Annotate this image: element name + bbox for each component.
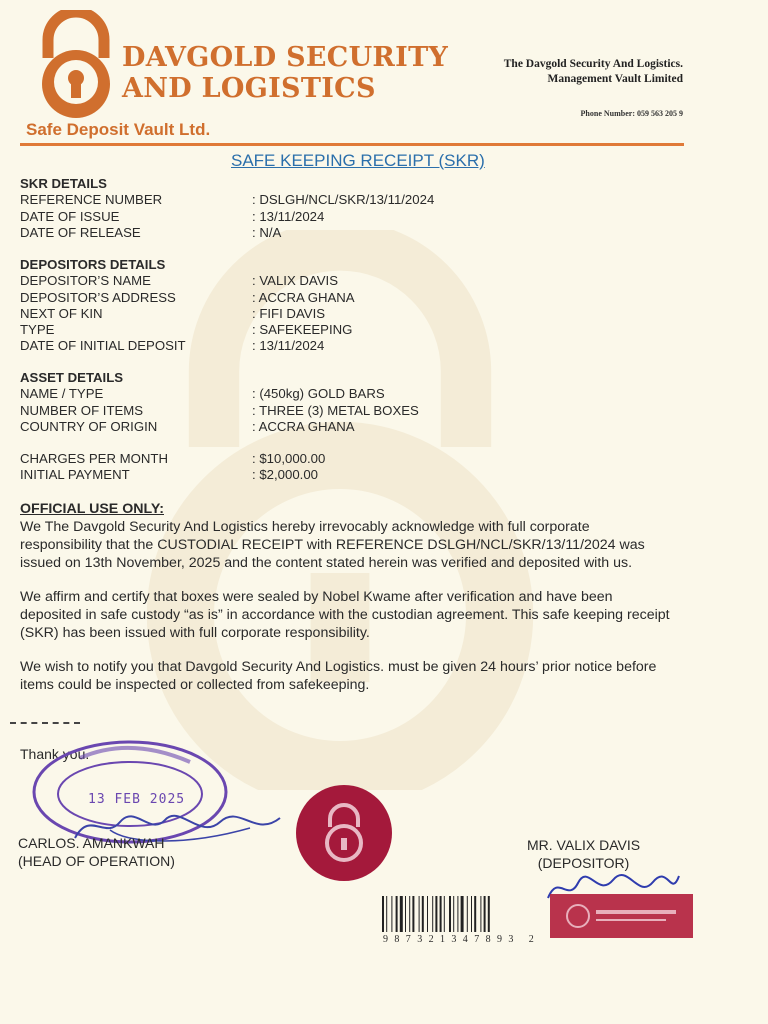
detail-row xyxy=(20,386,385,402)
barcode-number: 987321347893 2 xyxy=(383,934,541,945)
thank-you-text: Thank you. xyxy=(20,746,90,762)
barcode-bar xyxy=(488,896,490,932)
barcode-bar xyxy=(461,896,464,932)
phone-number: Phone Number: 059 563 205 9 xyxy=(580,109,683,118)
barcode-bar xyxy=(453,896,454,932)
detail-value: : SAFEKEEPING xyxy=(252,322,353,338)
barcode-bar xyxy=(396,896,398,932)
barcode-bar xyxy=(400,896,403,932)
barcode-bar xyxy=(480,896,481,932)
detail-label: CHARGES PER MONTH xyxy=(20,451,169,466)
detail-row xyxy=(20,208,325,225)
brand-name xyxy=(122,42,448,104)
section-heading: DEPOSITORS DETAILS xyxy=(20,257,166,272)
detail-value: : DSLGH/NCL/SKR/13/11/2024 xyxy=(252,192,435,208)
asset-details-section xyxy=(20,370,419,435)
barcode-bar xyxy=(382,896,384,932)
detail-row xyxy=(20,224,282,241)
barcode-bar xyxy=(471,896,472,932)
detail-label: NAME / TYPE xyxy=(20,386,104,402)
detail-value: : N/A xyxy=(252,224,282,240)
official-paragraph: We wish to notify you that Davgold Security And Logistics. must be given 24 hours’ prior notice before items could be inspected or collected from safekeeping. xyxy=(20,659,657,693)
company-line-2: Management Vault Limited xyxy=(547,73,683,85)
detail-label: DEPOSITOR’S NAME xyxy=(20,273,151,289)
header-divider xyxy=(20,143,684,146)
vault-label-icon xyxy=(564,901,679,931)
official-heading: OFFICIAL USE ONLY: xyxy=(20,501,164,517)
section-heading: SKR DETAILS xyxy=(20,176,107,191)
wax-seal-icon xyxy=(294,783,394,883)
detail-value: : ACCRA GHANA xyxy=(252,289,355,305)
signer-name: CARLOS. AMANKWAH xyxy=(18,835,165,851)
barcode-bar xyxy=(386,896,387,932)
detail-row xyxy=(20,322,353,338)
barcode-bar xyxy=(474,896,476,932)
barcode-bar xyxy=(422,896,424,932)
signer-title: (HEAD OF OPERATION) xyxy=(18,853,175,869)
barcode-bar xyxy=(440,896,442,932)
skr-details-section xyxy=(20,176,435,241)
detail-row xyxy=(20,338,325,354)
depositor-block xyxy=(527,836,640,872)
detail-row xyxy=(20,273,338,289)
detail-row xyxy=(20,305,326,322)
detail-value: : 13/11/2024 xyxy=(252,338,325,354)
detail-label: DEPOSITOR’S ADDRESS xyxy=(20,289,176,305)
detail-value: : (450kg) GOLD BARS xyxy=(252,386,385,402)
detail-value: : ACCRA GHANA xyxy=(252,418,355,434)
barcode-bar xyxy=(444,896,445,932)
official-paragraph: We The Davgold Security And Logistics hereby irrevocably acknowledge with full corporate responsibility that the CUSTODIAL RECEIPT with REFERENCE DSLGH/NCL/SKR/13/11/2024 was issued on 13th November, 2025 and the content stated herein was verified and deposited with us. xyxy=(20,519,645,571)
padlock-logo-icon xyxy=(30,10,122,122)
stamp-date: 13 FEB 2025 xyxy=(88,792,186,807)
detail-row xyxy=(20,289,355,306)
barcode-bar xyxy=(409,896,410,932)
company-address xyxy=(504,57,683,87)
barcode-bar xyxy=(391,896,392,932)
detail-row xyxy=(20,418,355,435)
detail-label: DATE OF INITIAL DEPOSIT xyxy=(20,338,186,354)
document-title: SAFE KEEPING RECEIPT (SKR) xyxy=(231,151,485,170)
detail-label: DATE OF ISSUE xyxy=(20,208,120,224)
barcode-bar xyxy=(449,896,451,932)
detail-label: REFERENCE NUMBER xyxy=(20,192,163,208)
signer-block xyxy=(18,834,175,870)
barcode-icon xyxy=(382,896,550,932)
barcode-bar xyxy=(432,896,433,932)
detail-label: TYPE xyxy=(20,322,55,338)
detail-label: NUMBER OF ITEMS xyxy=(20,402,144,418)
depositor-name: MR. VALIX DAVIS xyxy=(527,837,641,853)
detail-value: : $2,000.00 xyxy=(252,467,318,483)
detail-value: : FIFI DAVIS xyxy=(252,305,326,321)
detail-label: INITIAL PAYMENT xyxy=(20,467,130,483)
barcode-bar xyxy=(435,896,437,932)
subbrand: Safe Deposit Vault Ltd. xyxy=(26,120,211,139)
detail-value: : $10,000.00 xyxy=(252,451,326,466)
depositor-title: (DEPOSITOR) xyxy=(537,855,630,871)
company-line-1: The Davgold Security And Logistics. xyxy=(503,58,683,70)
barcode-bar xyxy=(484,896,486,932)
depositors-details-section xyxy=(20,257,355,355)
detail-label: COUNTRY OF ORIGIN xyxy=(20,418,158,434)
brand-line-1: DAVGOLD SECURITY xyxy=(122,42,449,73)
barcode-bar xyxy=(467,896,468,932)
official-use-section xyxy=(20,500,670,710)
barcode-bar xyxy=(405,896,406,932)
detail-row xyxy=(20,192,435,208)
detail-label: DATE OF RELEASE xyxy=(20,224,141,240)
detail-row xyxy=(20,402,419,419)
barcode-bar xyxy=(412,896,414,932)
brand-line-2: AND LOGISTICS xyxy=(122,73,376,104)
barcode-bar xyxy=(419,896,420,932)
barcode-bar xyxy=(457,896,458,932)
detail-value: : VALIX DAVIS xyxy=(252,273,338,289)
official-paragraph: We affirm and certify that boxes were sealed by Nobel Kwame after verification and have been deposited in safe custody “as is” in accordance with the custodian agreement. This safe keeping receipt (SKR) has been issued with full corporate responsibility. xyxy=(20,589,670,641)
section-heading: ASSET DETAILS xyxy=(20,370,124,385)
vault-label-badge xyxy=(550,894,693,938)
detail-value: : THREE (3) METAL BOXES xyxy=(252,402,419,418)
detail-value: : 13/11/2024 xyxy=(252,208,325,224)
detail-label: NEXT OF KIN xyxy=(20,305,103,321)
barcode-bar xyxy=(427,896,428,932)
dashed-divider xyxy=(10,722,80,725)
